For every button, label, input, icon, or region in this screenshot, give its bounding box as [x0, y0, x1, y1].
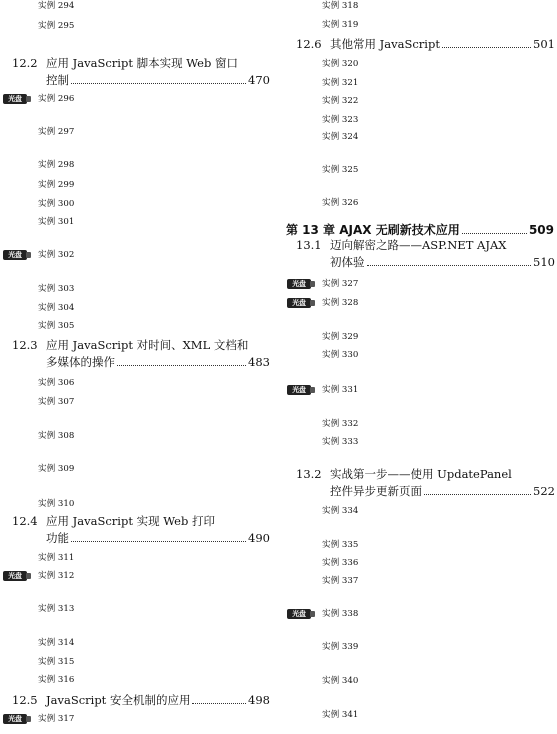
cd-video-icon: 光盘 [3, 94, 27, 104]
leader-dots [117, 365, 246, 366]
cd-video-icon: 光盘 [3, 571, 27, 581]
example-entry [286, 677, 555, 709]
entry-title-line: 应用 JavaScript 脚本实现 Web 窗口 [46, 56, 238, 70]
example-number: 实例 340 [322, 676, 359, 686]
example-entry [2, 379, 270, 395]
example-number: 实例 303 [38, 284, 75, 294]
chapter-heading [286, 221, 554, 238]
example-entry [286, 280, 555, 296]
example-entry [286, 2, 555, 18]
example-entry [2, 218, 270, 250]
leader-dots [462, 233, 527, 234]
example-number: 实例 305 [38, 321, 75, 331]
example-entry [2, 304, 270, 320]
example-entry [286, 133, 555, 165]
example-number: 实例 312 [38, 571, 75, 581]
example-entry [2, 639, 270, 655]
example-number: 实例 334 [322, 506, 359, 516]
example-entry [286, 711, 555, 727]
example-entry [2, 128, 270, 160]
example-entry [286, 60, 555, 76]
example-entry [2, 465, 270, 497]
example-entry [286, 438, 555, 470]
cd-video-icon: 光盘 [287, 279, 311, 289]
example-entry [286, 541, 555, 557]
example-number: 实例 313 [38, 604, 75, 614]
example-number: 实例 324 [322, 132, 359, 142]
example-entry [286, 299, 555, 331]
example-entry [286, 333, 555, 349]
section-entry [2, 695, 270, 712]
example-entry [286, 116, 555, 132]
section-entry [2, 516, 270, 550]
section-number: 12.4 [12, 514, 38, 528]
entry-title-line: 应用 JavaScript 对时间、XML 文档和 [46, 338, 249, 352]
cd-video-icon: 光盘 [287, 609, 311, 619]
example-number: 实例 295 [38, 21, 75, 31]
example-entry [286, 643, 555, 675]
section-number: 12.2 [12, 56, 38, 70]
leader-dots [192, 703, 246, 704]
example-number: 实例 306 [38, 378, 75, 388]
example-number: 实例 333 [322, 437, 359, 447]
example-number: 实例 315 [38, 657, 75, 667]
example-entry [2, 161, 270, 177]
example-number: 实例 331 [322, 385, 359, 395]
leader-dots [442, 47, 531, 48]
page-number: 509 [528, 223, 554, 237]
section-entry [2, 58, 270, 92]
example-number: 实例 332 [322, 419, 359, 429]
example-number: 实例 339 [322, 642, 359, 652]
example-number: 实例 316 [38, 675, 75, 685]
example-entry [2, 676, 270, 692]
section-number: 12.6 [296, 37, 322, 51]
example-number: 实例 297 [38, 127, 75, 137]
chapter-title: 第 13 章 AJAX 无刷新技术应用 [286, 223, 460, 237]
entry-title-line: 迈向解密之路——ASP.NET AJAX [330, 238, 507, 252]
example-number: 实例 327 [322, 279, 359, 289]
example-number: 实例 307 [38, 397, 75, 407]
section-number: 13.2 [296, 467, 322, 481]
entry-title-line: 初体验 [330, 255, 365, 269]
example-entry [286, 420, 555, 436]
example-number: 实例 335 [322, 540, 359, 550]
example-entry [2, 95, 270, 127]
page-number: 490 [248, 531, 270, 545]
example-number: 实例 329 [322, 332, 359, 342]
example-entry [2, 22, 270, 54]
example-entry [2, 285, 270, 301]
example-entry [2, 554, 270, 570]
example-number: 实例 318 [322, 1, 359, 11]
example-entry [286, 199, 555, 215]
page-number: 501 [533, 37, 555, 51]
example-entry [286, 577, 555, 609]
section-entry [286, 469, 555, 503]
example-entry [2, 658, 270, 674]
leader-dots [424, 494, 531, 495]
cd-video-icon: 光盘 [3, 250, 27, 260]
cd-video-icon: 光盘 [3, 714, 27, 724]
example-number: 实例 314 [38, 638, 75, 648]
page-number: 522 [533, 484, 555, 498]
example-number: 实例 298 [38, 160, 75, 170]
example-entry [2, 398, 270, 430]
page-number: 483 [248, 355, 270, 369]
page-number: 510 [533, 255, 555, 269]
example-entry [286, 166, 555, 198]
example-number: 实例 304 [38, 303, 75, 313]
example-number: 实例 299 [38, 180, 75, 190]
example-number: 实例 300 [38, 199, 75, 209]
example-number: 实例 310 [38, 499, 75, 509]
example-entry [286, 610, 555, 642]
entry-title-line: 控件异步更新页面 [330, 484, 422, 498]
example-number: 实例 294 [38, 1, 75, 11]
example-entry [286, 507, 555, 539]
example-number: 实例 322 [322, 96, 359, 106]
example-number: 实例 325 [322, 165, 359, 175]
entry-title-line: 功能 [46, 531, 69, 545]
cd-video-icon: 光盘 [287, 298, 311, 308]
example-number: 实例 323 [322, 115, 359, 125]
example-number: 实例 309 [38, 464, 75, 474]
example-entry [2, 2, 270, 18]
example-number: 实例 319 [322, 20, 359, 30]
example-number: 实例 330 [322, 350, 359, 360]
section-number: 12.5 [12, 693, 38, 707]
example-number: 实例 301 [38, 217, 75, 227]
example-number: 实例 326 [322, 198, 359, 208]
page-number: 498 [248, 693, 270, 707]
example-number: 实例 311 [38, 553, 75, 563]
leader-dots [367, 265, 532, 266]
example-entry [2, 200, 270, 216]
example-number: 实例 321 [322, 78, 359, 88]
example-entry [286, 351, 555, 383]
example-number: 实例 296 [38, 94, 75, 104]
section-entry [2, 340, 270, 374]
example-entry [286, 559, 555, 575]
section-entry [286, 39, 555, 56]
example-number: 实例 336 [322, 558, 359, 568]
example-entry [2, 322, 270, 338]
example-entry [2, 181, 270, 197]
page-number: 470 [248, 73, 270, 87]
example-entry [286, 79, 555, 95]
section-number: 12.3 [12, 338, 38, 352]
entry-title-line: JavaScript 安全机制的应用 [46, 693, 191, 707]
example-entry [2, 605, 270, 637]
example-number: 实例 337 [322, 576, 359, 586]
example-number: 实例 341 [322, 710, 359, 720]
example-number: 实例 328 [322, 298, 359, 308]
example-entry [2, 251, 270, 283]
entry-title-line: 实战第一步——使用 UpdatePanel [330, 467, 512, 481]
example-entry [286, 21, 555, 37]
section-number: 13.1 [296, 238, 322, 252]
leader-dots [71, 83, 246, 84]
entry-title-line: 应用 JavaScript 实现 Web 打印 [46, 514, 215, 528]
example-entry [286, 386, 555, 418]
example-entry [2, 715, 270, 731]
leader-dots [71, 541, 246, 542]
example-number: 实例 317 [38, 714, 75, 724]
example-number: 实例 320 [322, 59, 359, 69]
example-number: 实例 302 [38, 250, 75, 260]
example-entry [2, 432, 270, 464]
cd-video-icon: 光盘 [287, 385, 311, 395]
example-entry [286, 97, 555, 113]
example-number: 实例 338 [322, 609, 359, 619]
entry-title-line: 控制 [46, 73, 69, 87]
entry-title-line: 多媒体的操作 [46, 355, 115, 369]
example-entry [2, 572, 270, 604]
entry-title-line: 其他常用 JavaScript [330, 37, 440, 51]
section-entry [286, 240, 555, 274]
example-number: 实例 308 [38, 431, 75, 441]
